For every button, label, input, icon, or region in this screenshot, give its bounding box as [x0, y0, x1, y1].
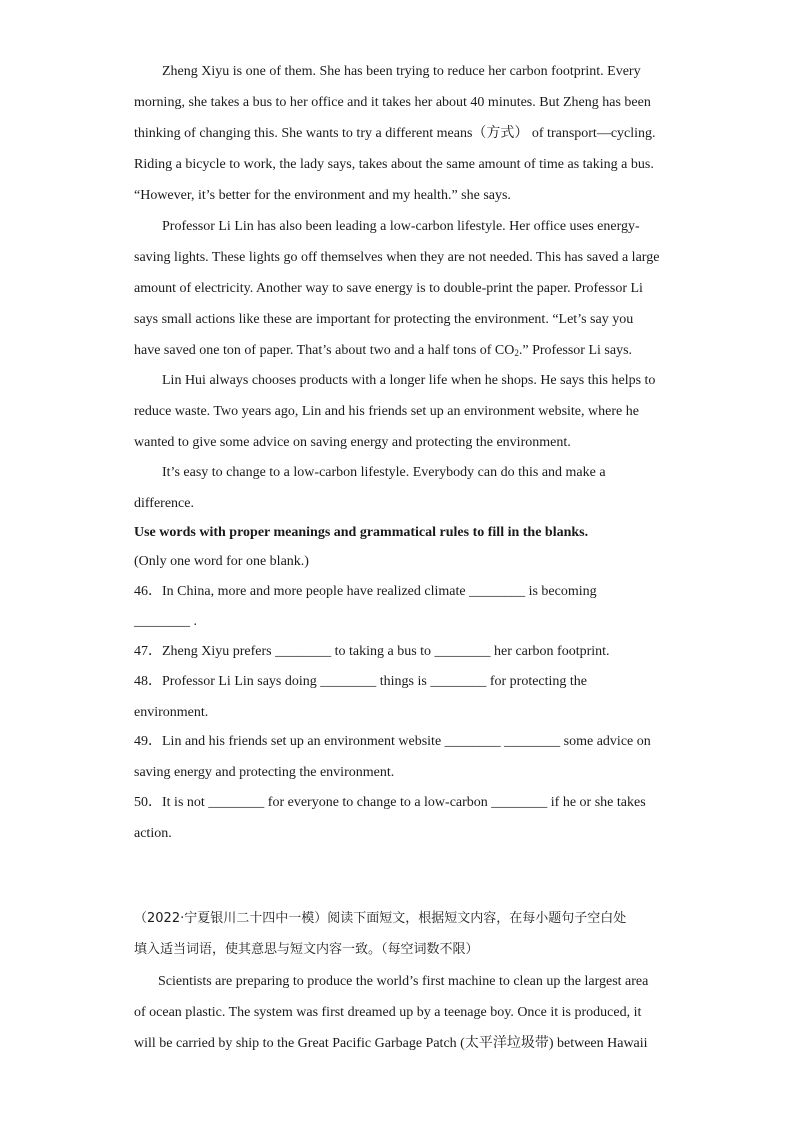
paragraph-line: “However, it’s better for the environment and my health.” she says. [134, 188, 511, 203]
paragraph-line: Zheng Xiyu is one of them. She has been trying to reduce her carbon footprint. Every [162, 64, 641, 79]
question-46: 46．In China, more and more people have realized climate ________ is becoming [134, 584, 597, 599]
paragraph-line: It’s easy to change to a low-carbon lifestyle. Everybody can do this and make a [162, 465, 606, 480]
paragraph-line: Lin Hui always chooses products with a longer life when he shops. He says this helps to [162, 373, 656, 388]
co2-subscript: 2 [514, 348, 519, 358]
question-50: 50．It is not ________ for everyone to change to a low-carbon ________ if he or she takes [134, 795, 646, 810]
section-header: 填入适当词语，使其意思与短文内容一致。（每空词数不限） [134, 942, 479, 957]
question-48-cont: environment. [134, 705, 209, 720]
section-header: （2022·宁夏银川二十四中一模）阅读下面短文，根据短文内容，在每小题句子空白处 [134, 911, 627, 926]
question-46-cont: ________ . [134, 614, 197, 629]
paragraph-line: wanted to give some advice on saving energy and protecting the environment. [134, 435, 571, 450]
paragraph-line: thinking of changing this. She wants to try a different means（方式） of transport—cycling. [134, 126, 656, 141]
question-47: 47．Zheng Xiyu prefers ________ to taking a bus to ________ her carbon footprint. [134, 644, 610, 659]
co2-text-before: have saved one ton of paper. That’s about two and a half tons of CO [134, 343, 515, 358]
paragraph-line: will be carried by ship to the Great Pacific Garbage Patch (太平洋垃圾带) between Hawaii [134, 1036, 648, 1051]
paragraph-line: says small actions like these are important for protecting the environment. “Let’s say you [134, 312, 634, 327]
paragraph-line: morning, she takes a bus to her office and it takes her about 40 minutes. But Zheng has been [134, 95, 651, 110]
paragraph-line: reduce waste. Two years ago, Lin and his friends set up an environment website, where he [134, 404, 639, 419]
question-50-cont: action. [134, 826, 172, 841]
paragraph-line: amount of electricity. Another way to save energy is to double-print the paper. Professor Li [134, 281, 643, 296]
paragraph-line: of ocean plastic. The system was first dreamed up by a teenage boy. Once it is produced, it [134, 1005, 642, 1020]
instruction-note: (Only one word for one blank.) [134, 554, 309, 569]
question-48: 48．Professor Li Lin says doing ________ things is ________ for protecting the [134, 674, 588, 689]
paragraph-line: Scientists are preparing to produce the world’s first machine to clean up the largest area [158, 974, 649, 989]
paragraph-line: saving lights. These lights go off themselves when they are not needed. This has saved a large [134, 250, 660, 265]
question-49-cont: saving energy and protecting the environment. [134, 765, 395, 780]
co2-text-after: .” Professor Li says. [518, 343, 633, 358]
paragraph-line: Riding a bicycle to work, the lady says, takes about the same amount of time as taking a bus. [134, 157, 654, 172]
instruction-heading: Use words with proper meanings and grammatical rules to fill in the blanks. [134, 525, 589, 540]
question-49: 49．Lin and his friends set up an environment website ________ ________ some advice on [134, 734, 651, 749]
paragraph-line: difference. [134, 496, 194, 511]
paragraph-line: Professor Li Lin has also been leading a low-carbon lifestyle. Her office uses energy- [162, 219, 640, 234]
paragraph-line [134, 342, 632, 360]
